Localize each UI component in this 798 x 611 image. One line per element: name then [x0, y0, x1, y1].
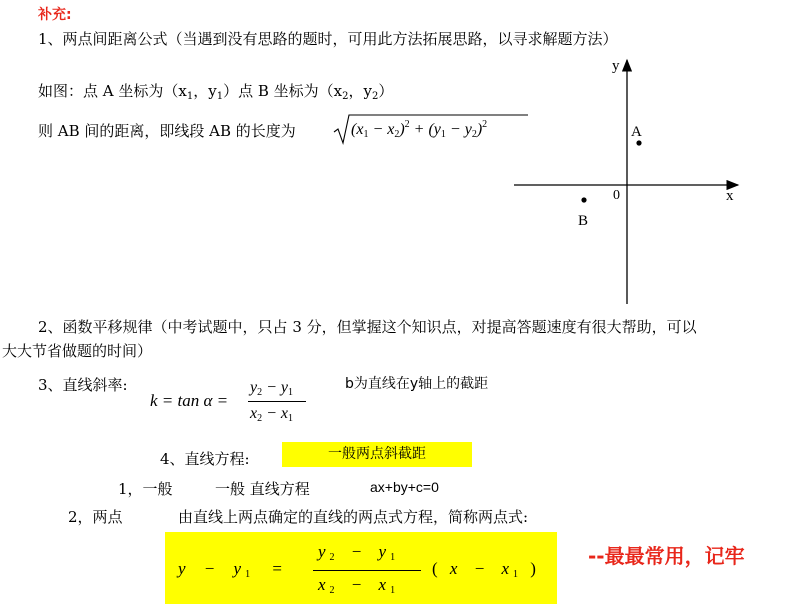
- point-a: [636, 140, 641, 145]
- tp-sub: 1: [390, 585, 396, 596]
- tp-part: (: [432, 559, 438, 578]
- section-2-line-1: 2、函数平移规律（中考试题中，只占 3 分，但掌握这个知识点，对提高答题速度有很大帮助，可以: [38, 318, 697, 336]
- tp-part: =: [272, 559, 282, 578]
- tp-part: x: [449, 559, 458, 578]
- coordinate-graph: [500, 52, 760, 312]
- two-point-numerator: [318, 542, 395, 563]
- slope-sub: 1: [288, 413, 294, 424]
- slope-part: y: [250, 379, 258, 396]
- y-axis-label: y: [612, 58, 620, 74]
- section-4-heading: 4、直线方程:: [160, 450, 250, 468]
- formula-sub: 1: [440, 129, 446, 140]
- slope-part: x: [250, 405, 258, 422]
- two-point-fraction-bar: [313, 570, 421, 571]
- formula-part: ): [476, 121, 483, 138]
- coords-sub: 1: [216, 91, 224, 102]
- coords-text: ）: [378, 82, 394, 100]
- coords-sub: 1: [186, 91, 194, 102]
- coords-text: ，y: [348, 82, 372, 100]
- tp-part: y: [318, 542, 326, 561]
- point-b: [581, 197, 586, 202]
- item-1-label: 1，一般: [118, 480, 173, 498]
- section-1-heading: 1、两点间距离公式（当遇到没有思路的题时，可用此方法拓展思路，以寻求解题方法）: [38, 30, 618, 48]
- formula-part: (y: [428, 121, 441, 138]
- formula-part: − x: [368, 121, 395, 138]
- supplement-title: 补充:: [38, 7, 72, 23]
- formula-sub: 1: [363, 129, 369, 140]
- slope-numerator: [250, 379, 293, 398]
- slope-part: − y: [262, 379, 289, 396]
- most-used-note: --最最常用，记牢: [588, 544, 745, 568]
- two-point-denominator: [318, 575, 395, 596]
- section-2-line-2: 大大节省做题的时间）: [2, 342, 153, 360]
- formula-part: − y: [445, 121, 472, 138]
- formula-part: ): [399, 121, 405, 138]
- formula-sup: 2: [482, 119, 488, 130]
- point-a-label: A: [631, 124, 642, 140]
- slope-sub: 1: [288, 387, 294, 398]
- coords-text: 如图：点 A 坐标为（x: [38, 82, 187, 100]
- coords-text: ，y: [193, 82, 217, 100]
- distance-text: 则 AB 间的距离，即线段 AB 的长度为: [38, 122, 296, 140]
- section-3-heading: 3、直线斜率:: [38, 376, 128, 394]
- tp-part: −: [350, 575, 363, 594]
- two-point-lhs: [178, 559, 282, 580]
- tp-part: ): [530, 559, 536, 578]
- tp-part: −: [350, 542, 363, 561]
- tp-sub: 2: [329, 585, 335, 596]
- slope-fraction-bar: [248, 401, 306, 402]
- point-b-label: B: [578, 213, 589, 229]
- item-2-label: 2，两点: [68, 508, 123, 526]
- slope-sub: 2: [257, 413, 263, 424]
- slope-sub: 2: [257, 387, 263, 398]
- formula-sub: 2: [471, 129, 477, 140]
- tp-sub: 1: [390, 552, 396, 563]
- formula-sup: 2: [404, 119, 410, 130]
- tp-sub: 1: [245, 569, 251, 580]
- tp-part: y: [233, 559, 242, 578]
- tp-part: x: [318, 575, 326, 594]
- slope-lhs: k = tan α =: [150, 391, 229, 410]
- item-1-description: 一般 直线方程: [215, 480, 310, 498]
- tp-part: x: [501, 559, 509, 578]
- distance-formula: [351, 119, 487, 140]
- item-2-description: 由直线上两点确定的直线的两点式方程，简称两点式:: [178, 508, 529, 526]
- slope-denominator: [250, 405, 293, 424]
- tp-sub: 2: [329, 552, 335, 563]
- origin-label: 0: [613, 188, 620, 203]
- intercept-note: b为直线在y轴上的截距: [345, 376, 489, 392]
- tp-part: x: [378, 575, 387, 594]
- tp-sub: 1: [513, 569, 518, 580]
- coords-text: ）点 B 坐标为（x: [223, 82, 343, 100]
- slope-part: − x: [262, 405, 289, 422]
- coords-sub: 2: [342, 91, 349, 102]
- tp-part: −: [203, 559, 216, 578]
- tp-part: y: [178, 559, 186, 578]
- coordinates-line: [38, 80, 393, 102]
- formula-part: +: [409, 121, 429, 138]
- tp-part: y: [378, 542, 387, 561]
- general-equation: ax+by+c=0: [370, 479, 439, 495]
- tp-part: −: [473, 559, 486, 578]
- formula-part: (x: [351, 121, 364, 138]
- x-axis-label: x: [726, 188, 734, 204]
- coords-sub: 2: [371, 91, 379, 102]
- two-point-rhs: [432, 559, 536, 580]
- equation-types-highlight: 一般两点斜截距: [282, 442, 472, 467]
- formula-sub: 2: [394, 129, 400, 140]
